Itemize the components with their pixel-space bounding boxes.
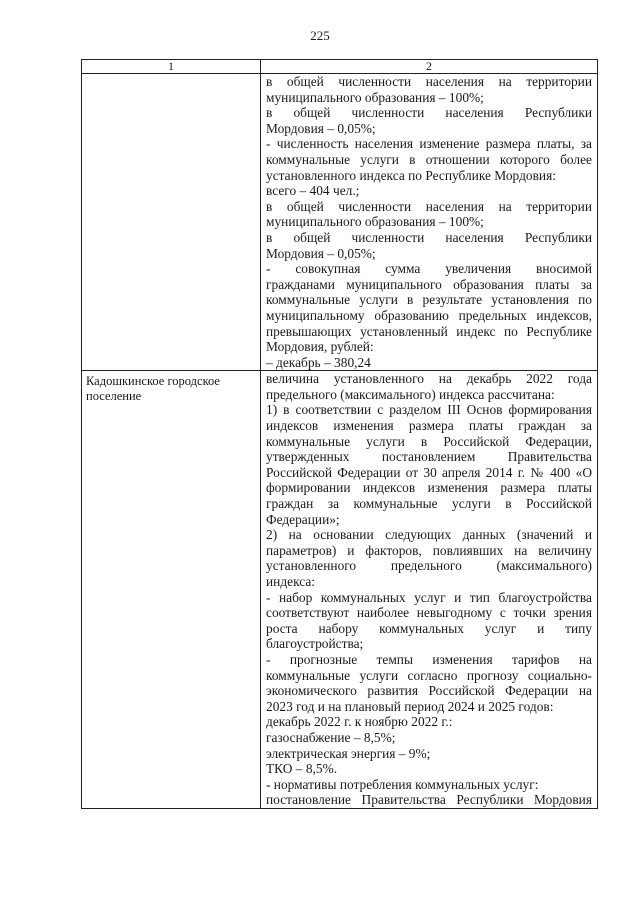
- municipality-name-cell: [82, 74, 261, 371]
- text-line: муниципального образования – 100%;: [266, 214, 484, 230]
- text-line: постановление Правительства Республики Мордовия: [266, 792, 592, 808]
- text-line: в общей численности населения Республики: [266, 105, 592, 121]
- text-line: Федерации»;: [266, 511, 340, 527]
- text-line: индексов изменения размера платы граждан за: [266, 418, 592, 434]
- text-line: 1) в соответствии с разделом III Основ формирования: [266, 402, 592, 418]
- municipality-name-cell: Кадошкинское городское поселение: [82, 371, 261, 809]
- text-line: роста набору коммунальных услуг и типу: [266, 620, 592, 636]
- text-line: электрическая энергия – 9%;: [266, 745, 431, 761]
- text-line: - численность населения изменение размера платы, за: [266, 136, 592, 152]
- text-line: превышающих установленный индекс по Республике: [266, 323, 592, 339]
- text-line: Мордовия – 0,05%;: [266, 120, 376, 136]
- text-line: ТКО – 8,5%.: [266, 761, 338, 777]
- text-line: коммунальные услуги в отношении которого более: [266, 151, 592, 167]
- table-row: [82, 371, 598, 809]
- text-line: коммунальные услуги в результате установления по: [266, 292, 592, 308]
- column-header-2: 2: [261, 60, 598, 74]
- table-header-row: [82, 60, 598, 74]
- text-line: в общей численности населения на территории: [266, 198, 592, 214]
- text-line: гражданами муниципального образования платы за: [266, 276, 592, 292]
- text-line: благоустройства;: [266, 636, 364, 652]
- text-line: соответствуют наиболее невыгодному с точки зрения: [266, 605, 592, 621]
- text-line: - прогнозные темпы изменения тарифов на: [266, 651, 592, 667]
- text-line: - нормативы потребления коммунальных услуг:: [266, 776, 539, 792]
- text-line: коммунальные услуги согласно прогнозу социально-: [266, 667, 592, 683]
- text-line: предельного (максимального) индекса рассчитана:: [266, 386, 555, 402]
- text-line: экономического развития Российской Федерации на: [266, 683, 592, 699]
- text-line: – декабрь – 380,24: [266, 354, 371, 370]
- document-table: [81, 59, 598, 809]
- text-line: Мордовия, рублей:: [266, 339, 374, 355]
- text-line: декабрь 2022 г. к ноябрю 2022 г.:: [266, 714, 453, 730]
- text-line: формировании индексов изменения размера платы: [266, 480, 592, 496]
- description-cell: [261, 74, 598, 371]
- page-number: 225: [310, 28, 330, 43]
- text-line: утвержденных постановлением Правительства: [266, 449, 592, 465]
- text-line: в общей численности населения на территории: [266, 74, 592, 89]
- table-row: [82, 74, 598, 371]
- text-line: 2023 год и на плановый период 2024 и 2025 годов:: [266, 698, 554, 714]
- text-line: муниципальному образованию предельных индексов,: [266, 307, 592, 323]
- text-line: газоснабжение – 8,5%;: [266, 729, 396, 745]
- text-line: индекса:: [266, 574, 316, 589]
- text-line: 2) на основании следующих данных (значений и: [266, 527, 592, 543]
- text-line: величина установленного на декабрь 2022 года: [266, 371, 592, 387]
- text-line: всего – 404 чел.;: [266, 183, 360, 199]
- text-line: установленного предельного (максимального): [266, 558, 592, 574]
- text-line: параметров) и факторов, повлиявших на величину: [266, 542, 592, 558]
- text-line: Российской Федерации от 30 апреля 2014 г. № 400 «О: [266, 464, 592, 480]
- description-cell: [261, 371, 598, 809]
- text-line: Мордовия – 0,05%;: [266, 245, 376, 261]
- text-line: - совокупная сумма увеличения вносимой: [266, 261, 592, 277]
- text-line: граждан за коммунальные услуги в Российской: [266, 496, 592, 512]
- text-line: в общей численности населения Республики: [266, 229, 592, 245]
- column-header-1: 1: [82, 60, 261, 74]
- text-line: коммунальные услуги в Российской Федерации,: [266, 433, 592, 449]
- text-line: муниципального образования – 100%;: [266, 89, 484, 105]
- text-line: - набор коммунальных услуг и тип благоустройства: [266, 589, 592, 605]
- text-line: установленного индекса по Республике Мордовия:: [266, 167, 556, 183]
